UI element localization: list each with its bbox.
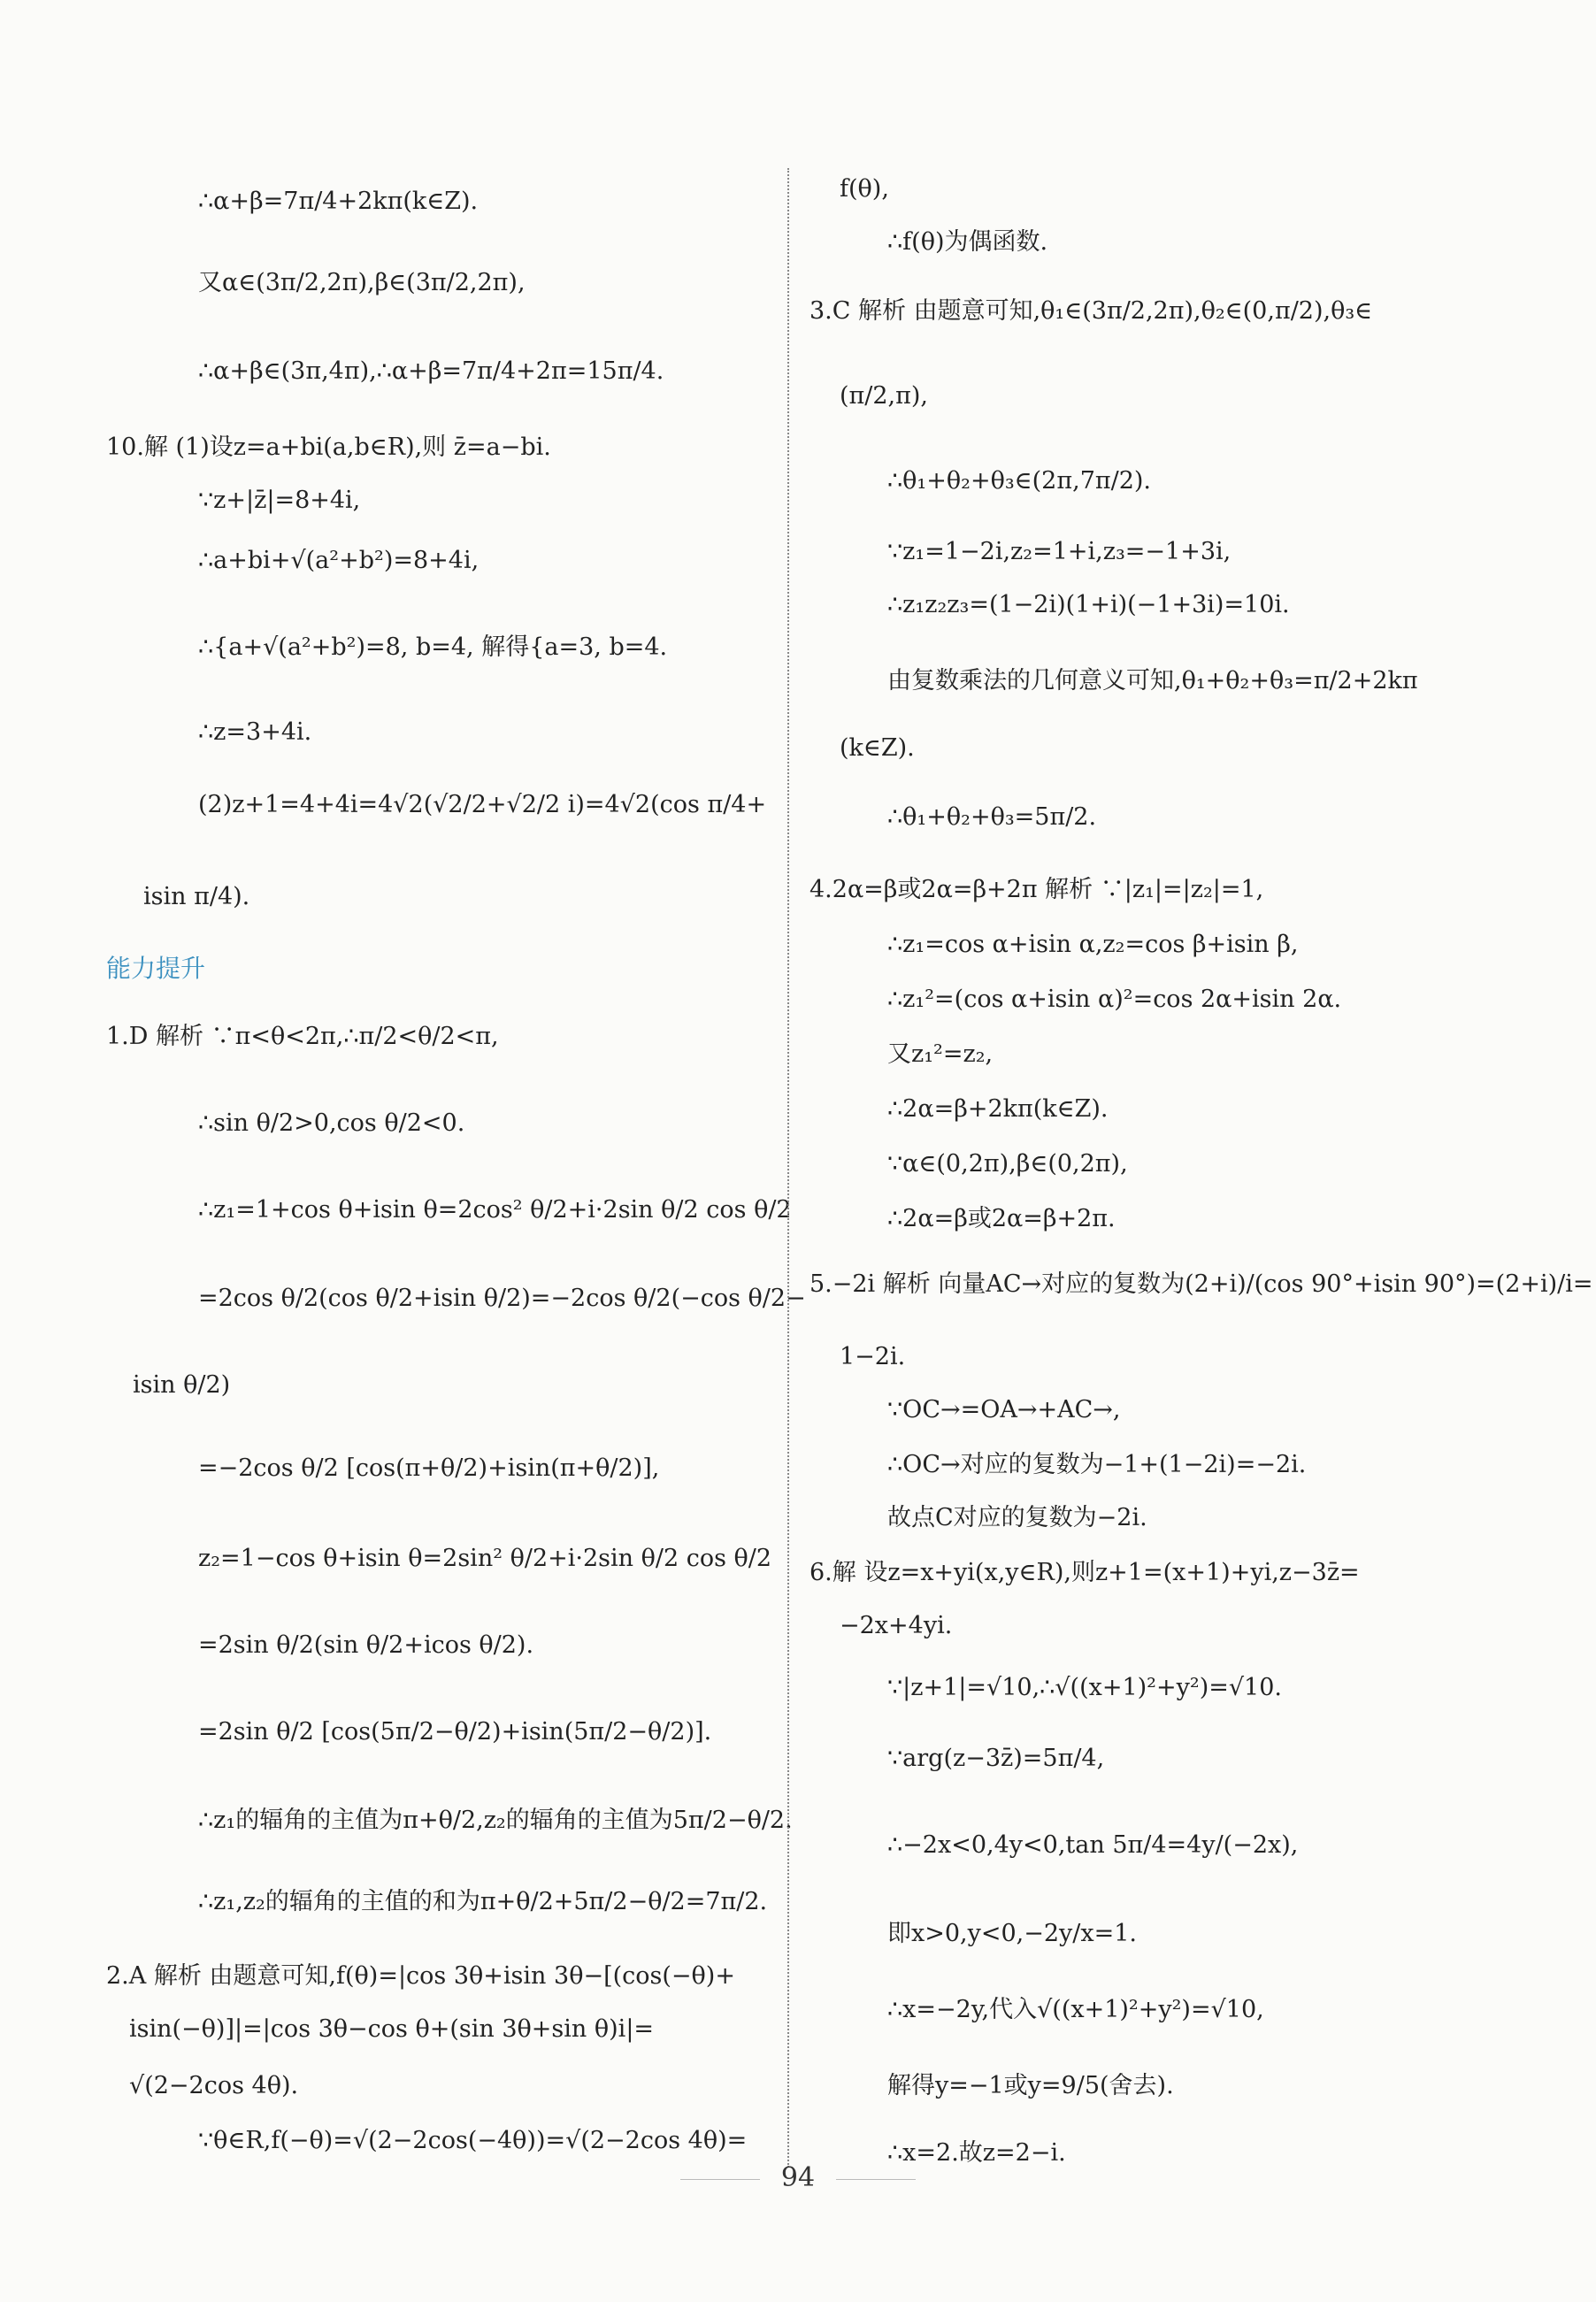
- text-line: ∵θ∈R,f(−θ)=√(2−2cos(−4θ))=√(2−2cos 4θ)=: [198, 2127, 748, 2154]
- text-line: ∴a+bi+√(a²+b²)=8+4i,: [198, 547, 480, 574]
- text-line: =2sin θ/2 [cos(5π/2−θ/2)+isin(5π/2−θ/2)].: [198, 1718, 712, 1746]
- text-line: 又z₁²=z₂,: [887, 1040, 994, 1068]
- text-line: 又α∈(3π/2,2π),β∈(3π/2,2π),: [198, 269, 526, 296]
- text-line: ∴θ₁+θ₂+θ₃=5π/2.: [887, 803, 1097, 831]
- text-line: 解得y=−1或y=9/5(舍去).: [887, 2072, 1174, 2099]
- text-line: =2cos θ/2(cos θ/2+isin θ/2)=−2cos θ/2(−cos θ/2−: [198, 1285, 806, 1312]
- text-line: (2)z+1=4+4i=4√2(√2/2+√2/2 i)=4√2(cos π/4+: [198, 791, 767, 818]
- text-line: ∵z+|z̄|=8+4i,: [198, 487, 361, 514]
- text-line: ∵OC→=OA→+AC→,: [887, 1396, 1121, 1423]
- text-line: 即x>0,y<0,−2y/x=1.: [887, 1920, 1138, 1947]
- text-line: ∴x=−2y,代入√((x+1)²+y²)=√10,: [887, 1996, 1264, 2023]
- section-title: 能力提升: [106, 954, 206, 983]
- text-line: ∴f(θ)为偶函数.: [887, 228, 1048, 256]
- text-line: ∴z₁z₂z₃=(1−2i)(1+i)(−1+3i)=10i.: [887, 591, 1290, 618]
- text-line: ∴{a+√(a²+b²)=8, b=4, 解得{a=3, b=4.: [198, 633, 668, 661]
- text-line: isin(−θ)]|=|cos 3θ−cos θ+(sin 3θ+sin θ)i|=: [129, 2015, 655, 2043]
- page-footer: [0, 2162, 1596, 2193]
- text-line: ∵z₁=1−2i,z₂=1+i,z₃=−1+3i,: [887, 538, 1232, 565]
- text-line: 6.解 设z=x+yi(x,y∈R),则z+1=(x+1)+yi,z−3z̄=: [810, 1559, 1360, 1586]
- text-line: ∴z₁²=(cos α+isin α)²=cos 2α+isin 2α.: [887, 986, 1342, 1013]
- text-line: ∴z₁=1+cos θ+isin θ=2cos² θ/2+i·2sin θ/2 cos θ/2: [198, 1196, 792, 1224]
- text-line: isin θ/2): [133, 1371, 231, 1399]
- text-line: ∴θ₁+θ₂+θ₃∈(2π,7π/2).: [887, 467, 1152, 495]
- text-line: 1.D 解析 ∵π<θ<2π,∴π/2<θ/2<π,: [106, 1023, 499, 1050]
- text-line: ∴OC→对应的复数为−1+(1−2i)=−2i.: [887, 1451, 1307, 1478]
- footer-decoration-left: [680, 2179, 760, 2180]
- text-line: =−2cos θ/2 [cos(π+θ/2)+isin(π+θ/2)],: [198, 1454, 660, 1482]
- text-line: ∴α+β∈(3π,4π),∴α+β=7π/4+2π=15π/4.: [198, 357, 664, 385]
- page-number: 94: [780, 2162, 816, 2193]
- text-line: ∵α∈(0,2π),β∈(0,2π),: [887, 1150, 1128, 1178]
- text-line: 10.解 (1)设z=a+bi(a,b∈R),则 z̄=a−bi.: [106, 434, 551, 461]
- text-line: ∴sin θ/2>0,cos θ/2<0.: [198, 1109, 465, 1137]
- text-line: ∴z₁的辐角的主值为π+θ/2,z₂的辐角的主值为5π/2−θ/2.: [198, 1807, 793, 1834]
- text-line: 4.2α=β或2α=β+2π 解析 ∵|z₁|=|z₂|=1,: [810, 876, 1264, 903]
- text-line: ∴−2x<0,4y<0,tan 5π/4=4y/(−2x),: [887, 1831, 1299, 1859]
- text-line: ∴2α=β+2kπ(k∈Z).: [887, 1095, 1109, 1123]
- text-line: ∴z₁,z₂的辐角的主值的和为π+θ/2+5π/2−θ/2=7π/2.: [198, 1888, 768, 1915]
- text-line: ∵arg(z−3z̄)=5π/4,: [887, 1745, 1105, 1772]
- text-line: ∴x=2.故z=2−i.: [887, 2139, 1066, 2167]
- text-line: isin π/4).: [143, 883, 250, 910]
- text-line: ∴α+β=7π/4+2kπ(k∈Z).: [198, 188, 479, 215]
- text-line: 1−2i.: [840, 1343, 906, 1370]
- text-line: ∴z=3+4i.: [198, 718, 312, 746]
- text-line: (k∈Z).: [840, 734, 915, 762]
- text-line: 3.C 解析 由题意可知,θ₁∈(3π/2,2π),θ₂∈(0,π/2),θ₃∈: [810, 297, 1373, 325]
- column-divider: [787, 168, 789, 2168]
- text-line: 2.A 解析 由题意可知,f(θ)=|cos 3θ+isin 3θ−[(cos(−θ)+: [106, 1962, 735, 1990]
- text-line: ∴z₁=cos α+isin α,z₂=cos β+isin β,: [887, 931, 1299, 958]
- text-line: =2sin θ/2(sin θ/2+icos θ/2).: [198, 1631, 534, 1659]
- text-line: 故点C对应的复数为−2i.: [887, 1504, 1147, 1531]
- text-line: ∵|z+1|=√10,∴√((x+1)²+y²)=√10.: [887, 1674, 1283, 1701]
- text-line: 5.−2i 解析 向量AC→对应的复数为(2+i)/(cos 90°+isin 90°)=(2+i)/i=: [810, 1270, 1593, 1298]
- text-line: √(2−2cos 4θ).: [129, 2072, 299, 2099]
- text-line: f(θ),: [840, 175, 889, 203]
- footer-decoration-right: [836, 2179, 916, 2180]
- text-line: z₂=1−cos θ+isin θ=2sin² θ/2+i·2sin θ/2 cos θ/2: [198, 1545, 772, 1572]
- text-line: 由复数乘法的几何意义可知,θ₁+θ₂+θ₃=π/2+2kπ: [887, 667, 1418, 694]
- text-line: −2x+4yi.: [840, 1612, 953, 1639]
- text-line: (π/2,π),: [840, 382, 928, 410]
- text-line: ∴2α=β或2α=β+2π.: [887, 1205, 1116, 1232]
